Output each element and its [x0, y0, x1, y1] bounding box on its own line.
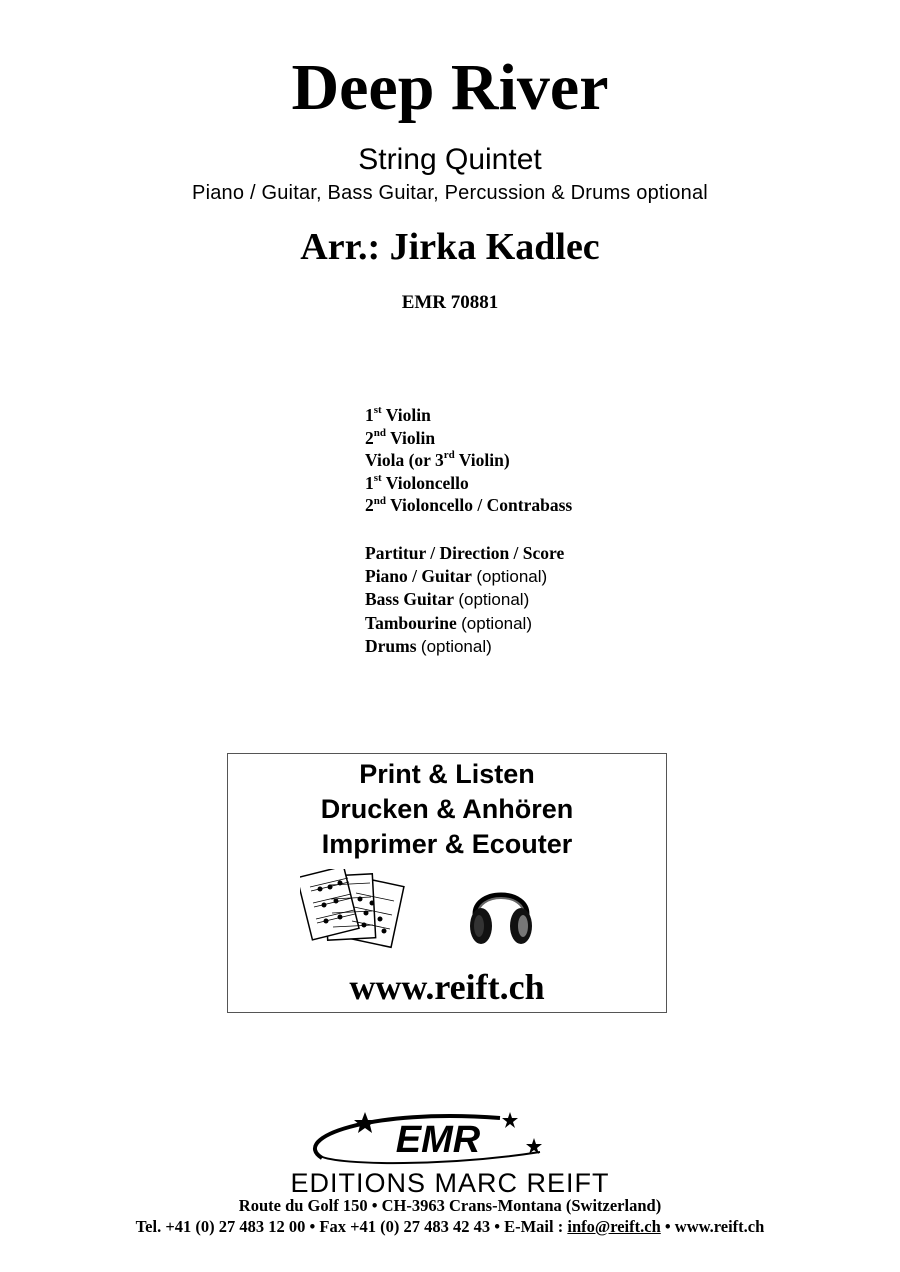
website-link[interactable]: • www.reift.ch — [660, 1217, 765, 1236]
subtitle: String Quintet — [358, 143, 542, 176]
publisher-name: EDITIONS MARC REIFT — [290, 1168, 610, 1198]
promo-line-de: Drucken & Anhören — [320, 794, 574, 824]
emr-logo-text: EMR — [395, 1119, 481, 1161]
part-item: 2nd Violin — [365, 426, 436, 448]
promo-url-link[interactable]: www.reift.ch — [349, 967, 545, 1007]
part-item: Tambourine (optional) — [365, 612, 532, 633]
part-item: Bass Guitar (optional) — [365, 589, 530, 610]
publisher-contact — [0, 1217, 900, 1237]
email-link[interactable]: info@reift.ch — [567, 1217, 661, 1236]
part-item: 1st Violin — [365, 404, 431, 425]
promo-line-fr: Imprimer & Ecouter — [321, 829, 573, 859]
print-listen-box — [227, 753, 667, 1013]
part-item: Drums (optional) — [365, 636, 492, 657]
extra-parts-list — [365, 542, 564, 659]
part-item: 1st Violoncello — [365, 471, 469, 493]
string-parts-list — [365, 404, 572, 517]
sheet-music-icon — [300, 869, 412, 951]
promo-line-en: Print & Listen — [359, 759, 535, 789]
part-item: Viola (or 3rd Violin) — [365, 449, 510, 471]
part-item: Piano / Guitar (optional) — [365, 565, 548, 586]
arranger: Arr.: Jirka Kadlec — [300, 226, 600, 268]
part-item: 2nd Violoncello / Contrabass — [365, 494, 573, 516]
catalog-number: EMR 70881 — [401, 292, 499, 313]
page-title: Deep River — [291, 51, 609, 124]
instrumentation: Piano / Guitar, Bass Guitar, Percussion & Drums optional — [192, 182, 708, 204]
contact-phone-fax: Tel. +41 (0) 27 483 12 00 • Fax +41 (0) 27 483 42 43 • E-Mail : — [135, 1217, 568, 1236]
emr-logo — [300, 1108, 600, 1168]
publisher-address: Route du Golf 150 • CH-3963 Crans-Montana (Switzerland) — [238, 1196, 662, 1215]
part-item: Partitur / Direction / Score — [365, 543, 565, 563]
headphones-icon — [466, 874, 536, 950]
